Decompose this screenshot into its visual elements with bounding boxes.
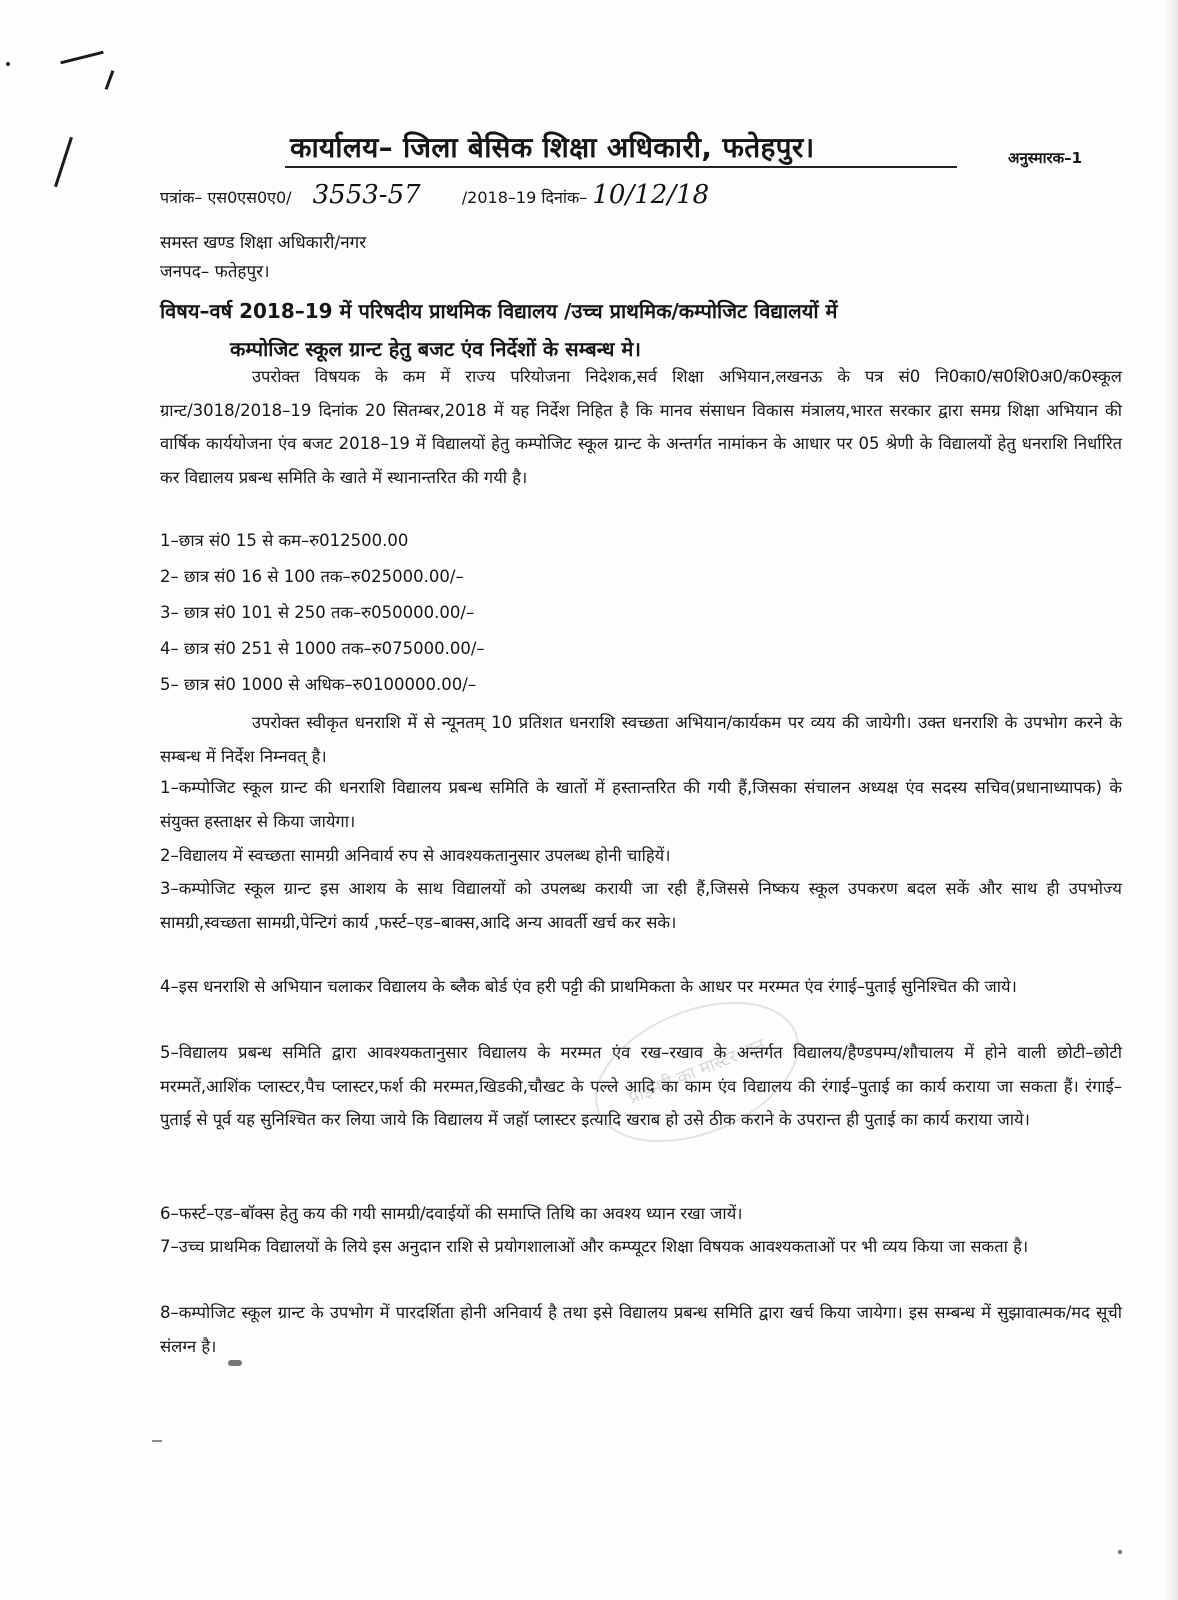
watermark-text: प्राइमरी का मास्टर .इन xyxy=(625,1034,769,1109)
stray-mark xyxy=(228,1360,242,1366)
letter-prefix: पत्रांक– एस0एस0ए0/ xyxy=(160,188,292,207)
instruction-6: 6–फर्स्ट–एड–बॉक्स हेतु कय की गयी सामग्री/दवाईयों की समाप्ति तिथि का अवश्य ध्यान रखा जायें। xyxy=(160,1204,743,1223)
pen-mark xyxy=(6,62,10,66)
usage-paragraph: उपरोक्त स्वीकृत धनराशि में से न्यूनतम् 10 प्रतिशत धनराशि स्वच्छता अभियान/कार्यकम पर व्यय की जायेगी। उक्त धनराशि के उपभोग करने के सम्बन्ध में निर्देश निम्नवत् है। xyxy=(160,713,1122,766)
recipient-line: समस्त खण्ड शिक्षा अधिकारी/नगर xyxy=(160,233,367,253)
reminder-label: अनुस्मारक–1 xyxy=(1008,149,1083,167)
intro-paragraph: उपरोक्त विषयक के कम में राज्य परियोजना निदेशक,सर्व शिक्षा अभियान,लखनऊ के पत्र सं0 नि0का0/स0शि0अ0/क0स्कूल ग्रान्ट/3018/2018–19 दिनांक 20 सितम्बर,2018 में यह निर्देश निहित है कि मानव संसाधन विकास मंत्रालय,भारत सरकार द्वारा समग्र शिक्षा अभियान की वार्षिक कार्ययोजना एंव बजट 2018–19 में विद्यालयों हेतु कम्पोजिट स्कूल ग्रान्ट के अन्तर्गत नामांकन के आधार पर 05 श्रेणी के विद्यालयों हेतु धनराशि निर्धारित कर विद्यालय प्रबन्ध समिति के खाते में स्थानान्तरित की गयी है। xyxy=(160,367,1122,487)
grant-slab-4: 4– छात्र सं0 251 से 1000 तक–रु075000.00/– xyxy=(160,639,485,658)
subject-line-2: कम्पोजिट स्कूल ग्रान्ट हेतु बजट एंव निर्देशों के सम्बन्ध मे। xyxy=(230,337,641,361)
pen-mark xyxy=(105,70,115,90)
grant-slab-2: 2– छात्र सं0 16 से 100 तक–रु025000.00/– xyxy=(160,567,464,586)
instruction-7: 7–उच्च प्राथमिक विद्यालयों के लिये इस अनुदान राशि से प्रयोगशालाओं और कम्प्यूटर शिक्षा विषयक आवश्यकताओं पर भी व्यय किया जा सकता है। xyxy=(160,1237,1029,1256)
stray-mark xyxy=(152,1440,162,1442)
pen-mark xyxy=(54,137,73,187)
subject-block xyxy=(160,292,1120,368)
pen-mark xyxy=(60,51,103,65)
office-title: कार्यालय– जिला बेसिक शिक्षा अधिकारी, फतेहपुर। xyxy=(290,131,815,164)
subject-line-1: विषय–वर्ष 2018–19 में परिषदीय प्राथमिक विद्यालय /उच्च प्राथमिक/कम्पोजिट विद्यालयों में xyxy=(160,299,838,323)
instruction-5: 5–विद्यालय प्रबन्ध समिति द्वारा आवश्यकतानुसार विद्यालय के मरम्मत एंव रख–रखाव के अन्तर्गत विद्यालय/हैण्डपम्प/शौचालय में होने वाली छोटी–छोटी मरम्मतें,आशिंक प्लास्टर,पैच प्लास्टर,फर्श की मरम्मत,खिडकी,चौखट के पल्ले आदि का काम एंव विद्यालय की रंगाई–पुताई का कार्य कराया जा सकता हैं। रंगाई–पुताई से पूर्व यह सुनिश्चित कर लिया जाये कि विद्यालय में जहॉ प्लास्टर इत्यादि खराब हो उसे ठीक कराने के उपरान्त ही पुताई का कार्य कराया जाये। xyxy=(160,1043,1122,1129)
instruction-2: 2–विद्यालय में स्वच्छता सामग्री अनिवार्य रुप से आवश्यकतानुसार उपलब्ध होनी चाहियें। xyxy=(160,846,671,865)
instruction-3: 3–कम्पोजिट स्कूल ग्रान्ट इस आशय के साथ विद्यालयों को उपलब्ध करायी जा रही हैं,जिससे निष्कय स्कूल उपकरण बदल सकें और साथ ही उपभोज्य सामग्री,स्वच्छता सामग्री,पेन्टिगं कार्य ,फर्स्ट–एड–बाक्स,आदि अन्य आवर्ती खर्च कर सके। xyxy=(160,879,1122,932)
grant-slab-3: 3– छात्र सं0 101 से 250 तक–रु050000.00/– xyxy=(160,603,475,622)
handwritten-letter-number: 3553-57 xyxy=(312,180,421,210)
watermark-stamp xyxy=(575,974,820,1169)
instruction-1: 1–कम्पोजिट स्कूल ग्रान्ट की धनराशि विद्यालय प्रबन्ध समिति के खातों में हस्तान्तरित की गयी हैं,जिसका संचालन अध्यक्ष एंव सदस्य सचिव(प्रधानाध्यापक) के संयुक्त हस्ताक्षर से किया जायेगा। xyxy=(160,778,1122,831)
title-underline xyxy=(285,166,957,168)
letter-year: /2018–19 दिनांक– xyxy=(461,188,588,207)
stray-mark xyxy=(1118,1550,1122,1554)
district-line: जनपद– फतेहपुर। xyxy=(160,262,270,282)
letter-reference-line xyxy=(160,180,709,210)
scan-edge-shadow xyxy=(1164,0,1178,1600)
handwritten-letter-date: 10/12/18 xyxy=(592,180,710,210)
grant-slab-5: 5– छात्र सं0 1000 से अधिक–रु0100000.00/– xyxy=(160,675,477,694)
instruction-8: 8–कम्पोजिट स्कूल ग्रान्ट के उपभोग में पारदर्शिता होनी अनिवार्य है तथा इसे विद्यालय प्रबन्ध समिति द्वारा खर्च किया जायेगा। इस सम्बन्ध में सुझावात्मक/मद सूची संलग्न है। xyxy=(160,1303,1122,1356)
grant-slab-1: 1–छात्र सं0 15 से कम–रु012500.00 xyxy=(160,531,409,550)
instruction-4: 4–इस धनराशि से अभियान चलाकर विद्यालय के ब्लैक बोर्ड एंव हरी पट्टी की प्राथमिकता के आधर पर मरम्मत एंव रंगाई–पुताई सुनिश्चित की जाये। xyxy=(160,977,1017,996)
